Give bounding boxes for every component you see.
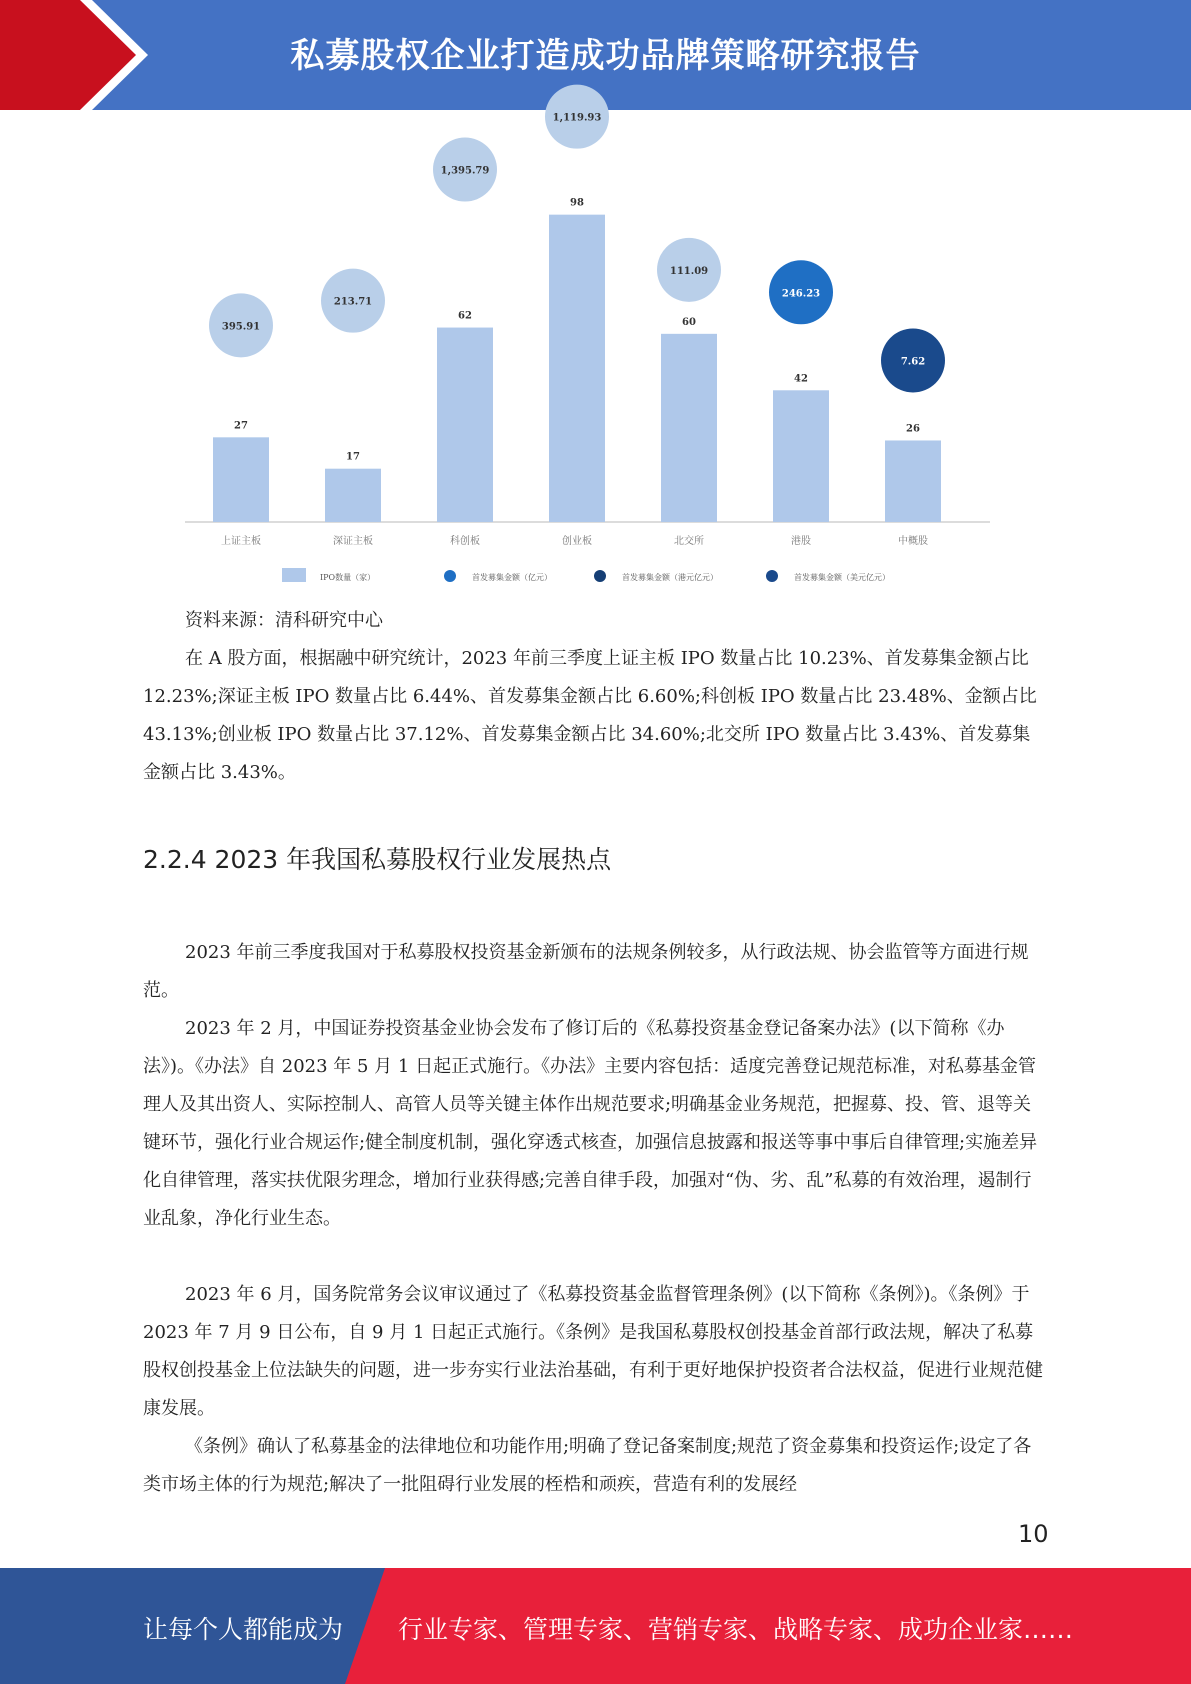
bubble-value-label: 111.09 <box>669 265 709 277</box>
category-tick-label: 深证主板 <box>333 536 373 547</box>
bubble-value-label: 395.91 <box>221 321 261 333</box>
category-tick-label: 创业板 <box>562 536 592 547</box>
bar-2 <box>437 328 493 522</box>
paragraph-intro: 2023 年前三季度我国对于私募股权投资基金新颁布的法规条例较多，从行政法规、协会监管等方面进行规范。 <box>143 942 1029 1001</box>
category-tick-label: 中概股 <box>898 536 928 547</box>
bar-value-label: 17 <box>346 451 360 463</box>
page-footer <box>0 1568 1191 1684</box>
legend-swatch-bar <box>282 568 306 582</box>
report-title: 私募股权企业打造成功品牌策略研究报告 <box>290 36 921 76</box>
paragraph-measures: 2023 年 2 月，中国证券投资基金业协会发布了修订后的《私募投资基金登记备案办法》(以下简称《办法》)。《办法》自 2023 年 5 月 1 日起正式施行。《办法》主要内容包括：适度完善登记规范标准，对私募基金管理人及其出资人、实际控制人、高管人员等关键主体作出规范要求;明确基金业务规范，把握募、投、管、退等关键环节，强化行业合规运作;健全制度机制，强化穿透式核查，加强信息披露和报送等事中事后自律管理;实施差异化自律管理，落实扶优限劣理念，增加行业获得感;完善自律手段，加强对“伪、劣、乱”私募的有效治理，遏制行业乱象，净化行业生态。 <box>143 1018 1038 1229</box>
legend-swatch-circle <box>594 570 606 582</box>
bar-6 <box>885 440 941 522</box>
bar-value-label: 27 <box>234 420 248 432</box>
ipo-chart-svg <box>180 112 1000 590</box>
bubble-value-label: 7.62 <box>900 356 926 368</box>
page-number: 10 <box>1018 1520 1049 1548</box>
bar-value-label: 98 <box>570 197 584 209</box>
category-tick-label: 港股 <box>791 536 811 547</box>
legend-label-1: 首发募集金额（亿元） <box>472 573 552 582</box>
bar-value-label: 62 <box>458 310 472 322</box>
category-tick-label: 科创板 <box>450 536 480 547</box>
legend-label-3: 首发募集金额（美元亿元） <box>794 573 890 582</box>
legend-label-2: 首发募集金额（港元亿元） <box>622 573 718 582</box>
paragraph-regulation-effects: 《条例》确认了私募基金的法律地位和功能作用;明确了登记备案制度;规范了资金募集和投资运作;设定了各类市场主体的行为规范;解决了一批阻碍行业发展的桎梏和顽疾，营造有利的发展经 <box>143 1436 1032 1495</box>
bar-value-label: 42 <box>794 373 808 385</box>
bar-3 <box>549 215 605 522</box>
bar-4 <box>661 334 717 522</box>
legend-swatch-circle <box>444 570 456 582</box>
bubble-value-label: 1,119.93 <box>552 112 602 124</box>
bubble-value-label: 246.23 <box>781 288 821 300</box>
legend-label-0: IPO数量（家） <box>320 573 376 582</box>
category-tick-label: 上证主板 <box>221 536 261 547</box>
paragraph-a-share-stats: 在 A 股方面，根据融中研究统计，2023 年前三季度上证主板 IPO 数量占比 10.23%、首发募集金额占比 12.23%;深证主板 IPO 数量占比 6.44%、首发募集金额占比 6.60%;科创板 IPO 数量占比 23.48%、金额占比 43.13%;创业板 IPO 数量占比 37.12%、首发募集金额占比 34.60%;北交所 IPO 数量占比 3.43%、首发募集金额占比 3.43%。 <box>143 648 1037 783</box>
bar-0 <box>213 437 269 522</box>
footer-slogan-right: 行业专家、管理专家、营销专家、战略专家、成功企业家…… <box>398 1615 1074 1644</box>
bar-value-label: 60 <box>682 316 696 328</box>
bar-value-label: 26 <box>906 423 920 435</box>
footer-slogan-left: 让每个人都能成为 <box>143 1615 344 1644</box>
bar-5 <box>773 390 829 522</box>
bar-1 <box>325 469 381 522</box>
ipo-chart <box>180 112 1000 590</box>
section-heading: 2.2.4 2023 年我国私募股权行业发展热点 <box>143 845 612 874</box>
chart-source-caption: 资料来源：清科研究中心 <box>185 610 383 631</box>
bubble-value-label: 213.71 <box>333 296 373 308</box>
paragraph-regulations: 2023 年 6 月，国务院常务会议审议通过了《私募投资基金监督管理条例》(以下简称《条例》)。《条例》于 2023 年 7 月 9 日公布，自 9 月 1 日起正式施行。《条例》是我国私募股权创投基金首部行政法规，解决了私募股权创投基金上位法缺失的问题，进一步夯实行业法治基础，有利于更好地保护投资者合法权益，促进行业规范健康发展。 <box>143 1284 1043 1419</box>
category-tick-label: 北交所 <box>674 536 704 547</box>
bubble-value-label: 1,395.79 <box>440 165 490 177</box>
legend-swatch-circle <box>766 570 778 582</box>
